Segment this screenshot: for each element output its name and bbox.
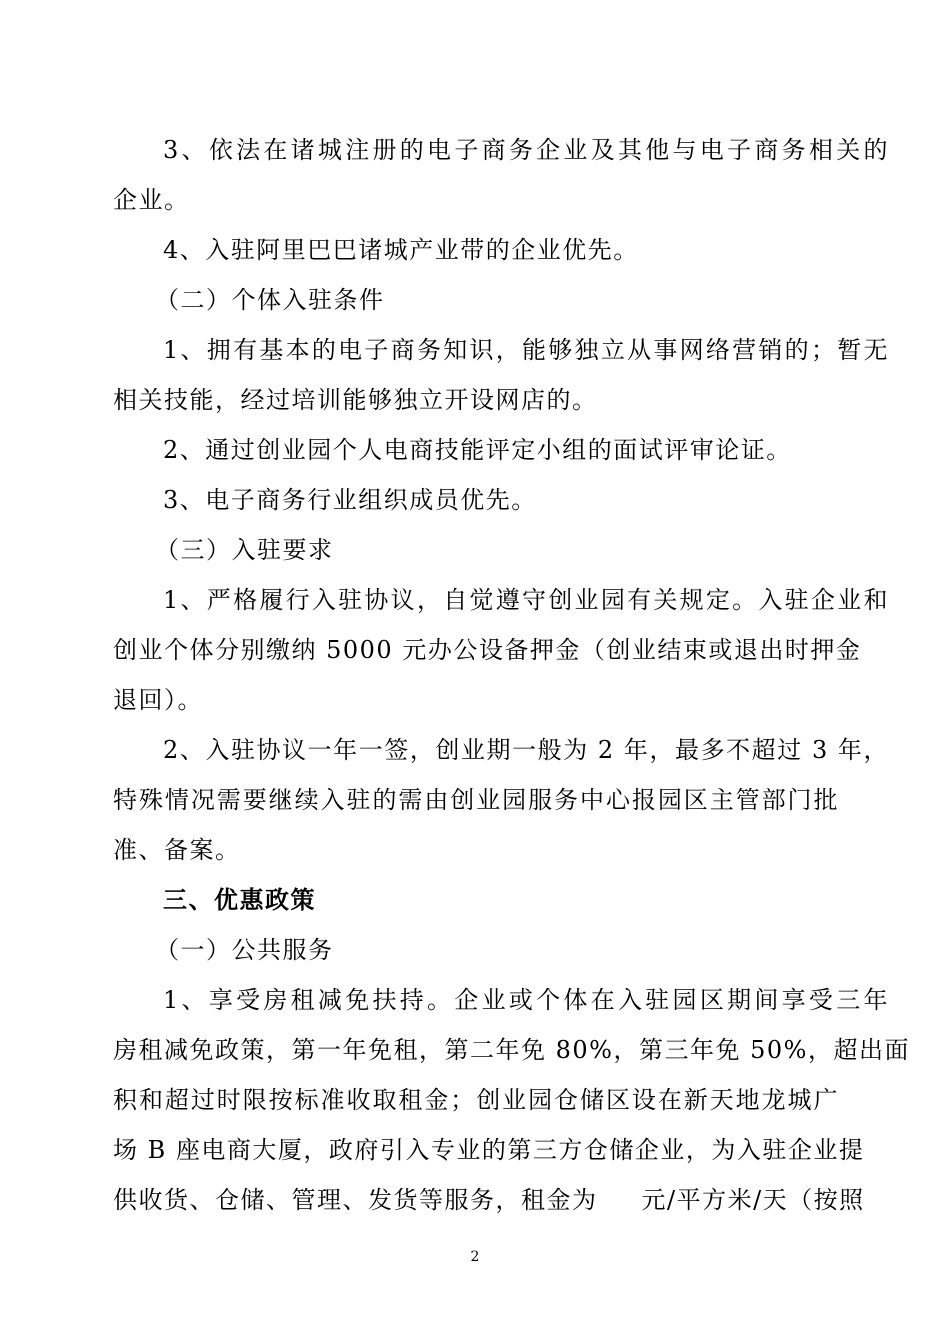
paragraph-line: 3、依法在诸城注册的电子商务企业及其他与电子商务相关的 [163,136,889,164]
line-segment: 元/平方米/天（按照 [641,1186,865,1214]
paragraph-line: 1、享受房租减免扶持。企业或个体在入驻园区期间享受三年 [163,986,889,1014]
paragraph-line: 3、电子商务行业组织成员优先。 [163,486,537,514]
section-subheading: （三）入驻要求 [155,536,334,564]
paragraph-line: 准、备案。 [113,836,241,864]
paragraph-line: 场 B 座电商大厦，政府引入专业的第三方仓储企业，为入驻企业提 [113,1136,865,1164]
paragraph-line: 2、入驻协议一年一签，创业期一般为 2 年，最多不超过 3 年， [163,736,889,764]
paragraph-line: 创业个体分别缴纳 5000 元办公设备押金（创业结束或退出时押金 [113,636,862,664]
paragraph-line: 积和超过时限按标准收取租金；创业园仓储区设在新天地龙城广 [113,1086,839,1114]
paragraph-line-with-blank [113,1184,865,1216]
paragraph-line: 相关技能，经过培训能够独立开设网店的。 [113,386,598,414]
section-heading: 三、优惠政策 [163,885,316,914]
page-number: 2 [470,1249,480,1265]
paragraph-line: 1、严格履行入驻协议，自觉遵守创业园有关规定。入驻企业和 [163,586,889,614]
paragraph-line: 1、拥有基本的电子商务知识，能够独立从事网络营销的；暂无 [163,336,889,364]
section-subheading: （一）公共服务 [155,936,334,964]
paragraph-line: 2、通过创业园个人电商技能评定小组的面试评审论证。 [163,436,792,464]
paragraph-line: 企业。 [113,186,190,214]
section-subheading: （二）个体入驻条件 [155,286,385,314]
paragraph-line: 退回）。 [113,686,203,714]
line-segment: 供收货、仓储、管理、发货等服务，租金为 [113,1186,598,1214]
paragraph-line: 特殊情况需要继续入驻的需由创业园服务中心报园区主管部门批 [113,786,839,814]
paragraph-line: 房租减免政策，第一年免租，第二年免 80%，第三年免 50%，超出面 [113,1036,910,1064]
paragraph-line: 4、入驻阿里巴巴诸城产业带的企业优先。 [163,236,639,264]
